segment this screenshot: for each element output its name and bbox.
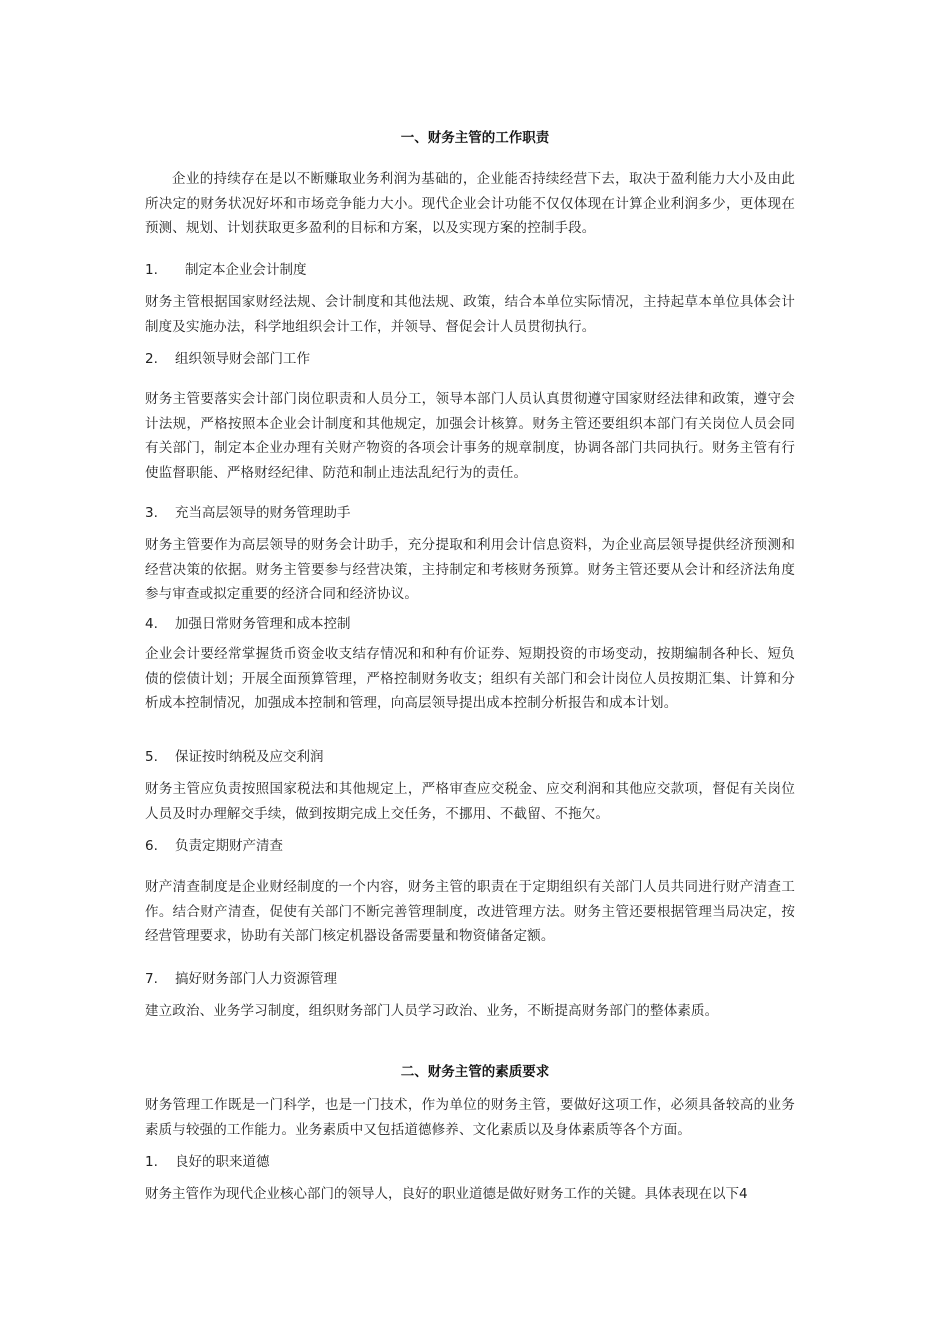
section1-item4-text: 企业会计要经常掌握货币资金收支结存情况和和种有价证券、短期投资的市场变动，按期编制各种长、短负债的偿债计划；开展全面预算管理，严格控制财务收支；组织有关部门和会计岗位人员按期汇集、计算和分析成本控制情况，加强成本控制和管理，向高层领导提出成本控制分析报告和成本计划。 <box>145 646 795 711</box>
section1-item7-text: 建立政治、业务学习制度，组织财务部门人员学习政治、业务，不断提高财务部门的整体素质。 <box>145 1003 719 1019</box>
item-number: 1. <box>145 262 158 278</box>
item-number: 3. <box>145 505 158 521</box>
item-title: 制定本企业会计制度 <box>185 262 307 278</box>
section1-title: 一、财务主管的工作职责 <box>400 130 550 146</box>
item-title: 组织领导财会部门工作 <box>175 351 310 367</box>
section1-item3-text: 财务主管要作为高层领导的财务会计助手，充分提取和利用会计信息资料，为企业高层领导提供经济预测和经营决策的依据。财务主管要参与经营决策，主持制定和考核财务预算。财务主管还要从会计和经济法角度参与审查或拟定重要的经济合同和经济协议。 <box>145 537 795 602</box>
section2-item1-text: 财务主管作为现代企业核心部门的领导人，良好的职业道德是做好财务工作的关键。具体表现在以下4 <box>145 1186 748 1202</box>
item-number: 7. <box>145 971 158 987</box>
section1-item2-text: 财务主管要落实会计部门岗位职责和人员分工，领导本部门人员认真贯彻遵守国家财经法律和政策，遵守会计法规，严格按照本企业会计制度和其他规定，加强会计核算。财务主管还要组织本部门有关岗位人员会同有关部门，制定本企业办理有关财产物资的各项会计事务的规章制度，协调各部门共同执行。财务主管有行使监督职能、严格财经纪律、防范和制止违法乱纪行为的责任。 <box>145 391 795 481</box>
section2-item1-heading <box>145 1152 270 1172</box>
item-title: 负责定期财产清查 <box>175 838 283 854</box>
section2-intro: 财务管理工作既是一门科学，也是一门技术，作为单位的财务主管，要做好这项工作，必须具备较高的业务素质与较强的工作能力。业务素质中又包括道德修养、文化素质以及身体素质等各个方面。 <box>145 1097 795 1138</box>
section1-intro: 企业的持续存在是以不断赚取业务利润为基础的，企业能否持续经营下去，取决于盈利能力大小及由此所决定的财务状况好坏和市场竞争能力大小。现代企业会计功能不仅仅体现在计算企业利润多少，更体现在预测、规划、计划获取更多盈利的目标和方案，以及实现方案的控制手段。 <box>145 171 795 236</box>
item-title: 良好的职来道德 <box>175 1154 270 1170</box>
item-number: 5. <box>145 749 158 765</box>
section2-title: 二、财务主管的素质要求 <box>400 1064 550 1080</box>
section1-item1-text: 财务主管根据国家财经法规、会计制度和其他法规、政策，结合本单位实际情况，主持起草本单位具体会计制度及实施办法，科学地组织会计工作，并领导、督促会计人员贯彻执行。 <box>145 294 795 335</box>
item-title: 加强日常财务管理和成本控制 <box>175 616 351 632</box>
item-number: 6. <box>145 838 158 854</box>
section1-item5-text: 财务主管应负责按照国家税法和其他规定上，严格审查应交税金、应交利润和其他应交款项，督促有关岗位人员及时办理解交手续，做到按期完成上交任务，不挪用、不截留、不拖欠。 <box>145 781 795 822</box>
section1-item6-heading <box>145 836 283 856</box>
section1-item1-heading <box>145 260 307 280</box>
section1-item6-text: 财产清查制度是企业财经制度的一个内容，财务主管的职责在于定期组织有关部门人员共同进行财产清查工作。结合财产清查，促使有关部门不断完善管理制度，改进管理方法。财务主管还要根据管理当局决定，按经营管理要求，协助有关部门核定机器设备需要量和物资储备定额。 <box>145 879 795 944</box>
item-number: 1. <box>145 1154 158 1170</box>
section1-item2-heading <box>145 349 310 369</box>
section1-item3-heading <box>145 503 351 523</box>
section1-item5-heading <box>145 747 324 767</box>
item-title: 搞好财务部门人力资源管理 <box>175 971 337 987</box>
section1-item7-heading <box>145 969 337 989</box>
item-number: 2. <box>145 351 158 367</box>
item-title: 保证按时纳税及应交利润 <box>175 749 324 765</box>
item-title: 充当高层领导的财务管理助手 <box>175 505 351 521</box>
section1-item4-heading <box>145 614 351 634</box>
item-number: 4. <box>145 616 158 632</box>
